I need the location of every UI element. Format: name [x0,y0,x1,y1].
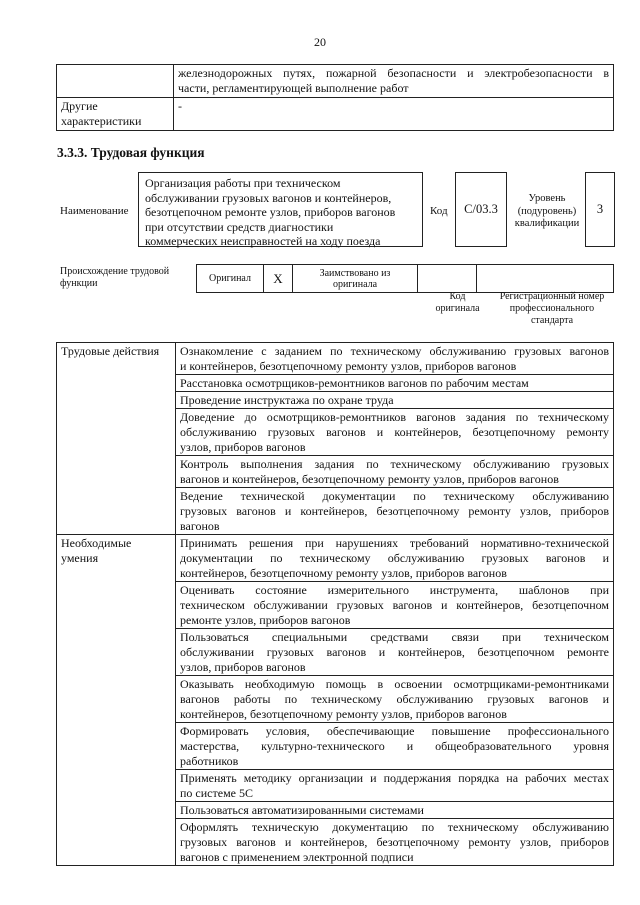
original-cell: Оригинал [197,265,264,293]
level-box: 3 [585,172,615,247]
text-line: вагонов и контейнеров, безотцепочному ремонту узлов, приборов вагонов [180,472,559,486]
row-label: Другие [61,99,98,113]
origin-label [60,266,169,290]
text-line: (подуровень) [517,205,577,217]
list-item [176,802,614,819]
list-item [176,488,614,535]
list-item [176,392,614,409]
text-line: квалификации [514,218,580,229]
row-label: характеристики [61,114,142,128]
text-line: стандарта [530,315,574,326]
text-line: Пользоваться специальными средствами связи при техническом [180,630,609,644]
section-label-cell [57,343,176,535]
section-label: умения [61,551,99,565]
text-line: Контроль выполнения задания по техническому обслуживанию грузовых [180,457,609,471]
text-line: техническом обслуживании грузовых вагонов и контейнеров, безотцепочном [180,598,609,612]
list-item [176,456,614,488]
code-box: C/03.3 [455,172,507,247]
text-line: обслуживании грузовых вагонов и контейнеров, безотцепочном ремонте [180,645,609,659]
text-line: вагонов [180,519,220,533]
code-original-label [420,291,495,315]
text-line: профессионального [509,303,595,314]
text-line: по системе 5С [180,786,253,800]
text-line: Организация работы при техническом [145,176,341,190]
list-item [176,770,614,802]
text-line: грузовых вагонов и контейнеров, безотцепочному ремонту узлов, приборов [180,835,609,849]
text-line: Заимствовано из [319,267,391,279]
text-line: обслуживанию грузовых вагонов и контейнеров, безотцепочному ремонту [180,425,609,439]
text-line: части, регламентирующей выполнение работ [178,81,409,95]
section-title: 3.3.3. Трудовая функция [57,145,205,160]
section-label-cell [57,535,176,866]
code-label: Код [430,205,448,217]
text-line: Регистрационный номер [499,291,605,302]
text-line: ремонте узлов, приборов вагонов [180,613,351,627]
text-line: Код [449,291,466,302]
text-line: контейнеров, безотцепочному ремонту узлов, приборов вагонов [180,566,507,580]
text-line: Ознакомление с заданием по техническому обслуживанию грузовых вагонов [180,344,609,358]
function-name-box [138,172,423,247]
text-line: Доведение до осмотрщиков-ремонтников вагонов задания по техническому [180,410,609,424]
text-line: узлов, приборов вагонов [180,440,306,454]
labor-function-table [56,342,614,866]
reg-number-label [490,291,614,327]
table-cell [174,65,614,98]
list-item [176,375,614,392]
list-item [176,582,614,629]
origin-table [196,264,614,293]
list-item [176,723,614,770]
text-line: Применять методику организации и поддержания порядка на рабочих местах [180,771,609,785]
text-line: вагонов работы по техническому обслуживанию грузовых вагонов и [180,692,609,706]
page-number: 20 [314,35,326,49]
text-line: документации по техническому обслуживанию грузовых вагонов и [180,551,609,565]
text-line: функции [60,278,98,289]
text-line: железнодорожных путях, пожарной безопасности и электробезопасности в [178,66,609,80]
table-row [57,343,614,375]
text-line: контейнеров, безотцепочному ремонту узлов, приборов вагонов [180,707,507,721]
list-item [176,409,614,456]
text-line: грузовых вагонов и контейнеров, безотцепочному ремонту узлов, приборов [180,504,609,518]
list-item [176,629,614,676]
text-line: Ведение технической документации по техническому обслуживанию [180,489,609,503]
text-line: Формировать условия, обеспечивающие повышение профессионального [180,724,609,738]
table-row [197,265,614,293]
text-line: Проведение инструктажа по охране труда [180,393,394,407]
code-original-cell [418,265,477,293]
text-line: Оценивать состояние измерительного инструмента, шаблонов при [180,583,609,597]
list-item [176,819,614,866]
text-line: Оказывать необходимую помощь в освоении осмотрщиками-ремонтниками [180,677,609,691]
text-line: узлов, приборов вагонов [180,660,306,674]
text-line: Происхождение трудовой [60,266,170,277]
section-label: Необходимые [61,536,132,550]
naming-label: Наименование [60,205,129,217]
table-cell: - [174,98,614,131]
text-line: Оформлять техническую документацию по техническому обслуживанию [180,820,609,834]
borrowed-cell [293,265,418,293]
list-item [176,343,614,375]
table-row [57,65,614,98]
text-line: и контейнеров, безотцепочному ремонту узлов, приборов вагонов [180,359,517,373]
section-label: Трудовые действия [61,344,160,358]
table-row [57,98,614,131]
table-cell [57,98,174,131]
continued-table [56,64,614,131]
list-item [176,535,614,582]
table-row [57,535,614,582]
text-line: вагонов с применением электронной подписи [180,850,414,864]
text-line: коммерческих неисправностей на ходу поезда [145,234,381,248]
text-line: Пользоваться автоматизированными системами [180,803,424,817]
original-mark: X [264,265,293,293]
text-line: оригинала [332,278,378,290]
text-line: мастерства, культурно-технического и общеобразовательного уровня [180,739,609,753]
text-line: Расстановка осмотрщиков-ремонтников вагонов по рабочим местам [180,376,529,390]
table-cell [57,65,174,98]
text-line: при отсутствии средств диагностики [145,219,334,234]
reg-number-cell [477,265,614,293]
text-line: обслуживании грузовых вагонов и контейнеров, [145,190,392,205]
text-line: работников [180,754,239,768]
text-line: Уровень [528,193,566,204]
text-line: Принимать решения при нарушениях требований нормативно-технической [180,536,609,550]
list-item [176,676,614,723]
level-label [510,193,584,231]
text-line: оригинала [435,303,480,314]
text-line: безотцепочном ремонте узлов, приборов вагонов [145,205,396,219]
